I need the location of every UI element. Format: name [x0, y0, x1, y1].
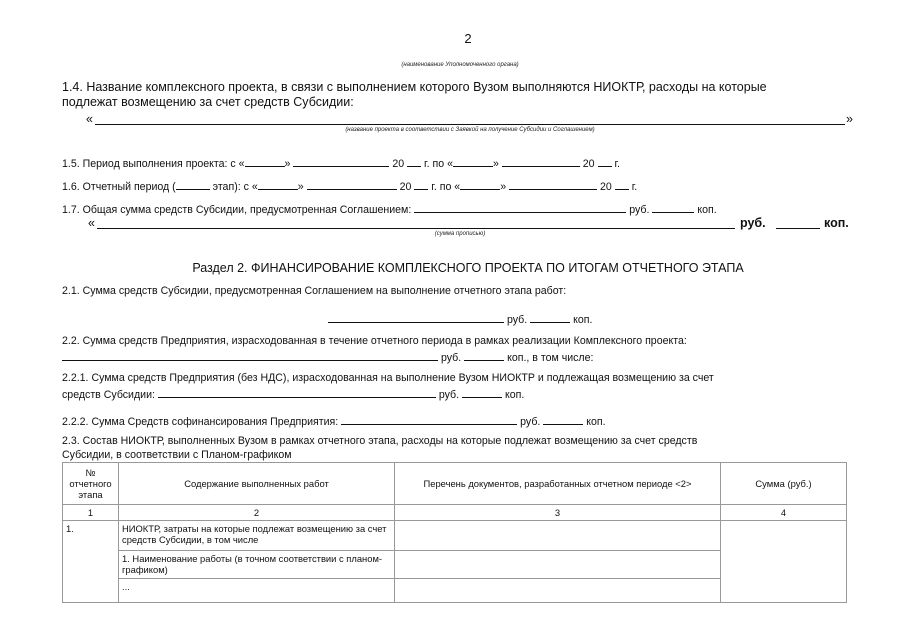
s1-5-f: 20: [582, 158, 595, 170]
s1-5-g: г.: [614, 158, 620, 170]
s1-6-h: г.: [631, 181, 638, 193]
blank: [460, 178, 500, 190]
blank: [293, 155, 389, 167]
s2-1-amount: [328, 311, 592, 327]
amount-words-caption: (сумма прописью): [434, 231, 486, 237]
amount-words-line: [97, 228, 735, 229]
s1-6-a: 1.6. Отчетный период (: [62, 181, 176, 193]
s1-4-open-quote: «: [86, 112, 93, 126]
s2-2-kop: коп., в том числе:: [507, 352, 594, 364]
s2-3-line2: Субсидии, в соответствии с Планом-графиком: [62, 449, 292, 461]
s2-2-2-text: 2.2.2. Сумма Средств софинансирования Предприятия:: [62, 416, 339, 428]
blank: [615, 178, 629, 190]
s1-7-kop: коп.: [697, 204, 717, 216]
colnum-3: 3: [395, 505, 721, 521]
page-number: 2: [464, 31, 472, 46]
colnum-2: 2: [119, 505, 395, 521]
s1-6-b: этап): с «: [212, 181, 258, 193]
s2-2-1-kop: коп.: [504, 389, 525, 401]
s2-1-text: 2.1. Сумма средств Субсидии, предусмотренная Соглашением на выполнение отчетного этапа работ:: [62, 285, 567, 297]
blank: [62, 349, 438, 361]
page-crop-mask: [0, 605, 905, 640]
section2-title: Раздел 2. ФИНАНСИРОВАНИЕ КОМПЛЕКСНОГО ПРОЕКТА ПО ИТОГАМ ОТЧЕТНОГО ЭТАПА: [192, 261, 744, 275]
header-stage-no: № отчетного этапа: [63, 463, 119, 505]
s1-6-c: »: [297, 181, 304, 193]
s1-5-line: [62, 155, 620, 171]
s1-4-line2: подлежат возмещению за счет средств Субсидии:: [62, 95, 354, 109]
s1-6-f: »: [500, 181, 507, 193]
s2-2-1-line1: 2.2.1. Сумма средств Предприятия (без НДС), израсходованная на выполнение Вузом НИОКТР и подлежащая возмещению за счет: [62, 372, 714, 384]
blank: [245, 155, 285, 167]
s1-6-line: [62, 178, 637, 194]
blank: [502, 155, 580, 167]
colnum-1: 1: [63, 505, 119, 521]
s2-2-2-rub: руб.: [520, 416, 541, 428]
s1-6-d: 20: [399, 181, 412, 193]
row1-stage-no: 1.: [63, 521, 119, 603]
blank: [652, 201, 694, 213]
s1-7-rub: руб.: [629, 204, 650, 216]
project-name-line: [95, 124, 845, 125]
s1-6-g: 20: [600, 181, 612, 193]
s1-7-rub2: руб.: [740, 216, 766, 230]
blank: [464, 349, 504, 361]
blank: [258, 178, 298, 190]
row1-works-a: НИОКТР, затраты на которые подлежат возмещению за счет средств Субсидии, в том числе: [119, 521, 395, 551]
s2-2-1-line2: [62, 386, 524, 402]
s2-2-2-line: [62, 413, 606, 429]
blank: [328, 311, 504, 323]
header-documents: Перечень документов, разработанных отчетном периоде <2>: [395, 463, 721, 505]
kop-line: [776, 228, 820, 229]
s2-2-line2: [62, 349, 593, 365]
blank: [530, 311, 570, 323]
s1-5-c: 20: [392, 158, 405, 170]
s2-2-1-rub: руб.: [438, 389, 460, 401]
s1-6-e: г. по «: [431, 181, 461, 193]
s2-3-line1: 2.3. Состав НИОКТР, выполненных Вузом в рамках отчетного этапа, расходы на которые подлежат возмещению за счет средств: [62, 435, 698, 447]
blank: [598, 155, 612, 167]
s1-7-kop2: коп.: [824, 216, 849, 230]
blank: [176, 178, 210, 190]
s1-7-open-quote: «: [88, 216, 95, 230]
blank: [341, 413, 517, 425]
colnum-4: 4: [721, 505, 847, 521]
blank: [158, 386, 436, 398]
header-sum: Сумма (руб.): [721, 463, 847, 505]
s1-7-line: [62, 201, 717, 217]
table-row: [63, 521, 847, 551]
s1-4-close-quote: »: [846, 112, 853, 126]
blank: [414, 178, 428, 190]
s1-7-a: 1.7. Общая сумма средств Субсидии, предусмотренная Соглашением:: [62, 204, 412, 216]
row1-docs-c: [395, 579, 721, 603]
row1-docs-b: [395, 551, 721, 579]
blank: [407, 155, 421, 167]
s2-1-kop: коп.: [573, 314, 593, 326]
table-colnum-row: [63, 505, 847, 521]
s1-5-a: 1.5. Период выполнения проекта: с «: [62, 158, 245, 170]
row1-works-c: ...: [119, 579, 395, 603]
header-works: Содержание выполненных работ: [119, 463, 395, 505]
blank: [509, 178, 597, 190]
s2-2-2-kop: коп.: [586, 416, 606, 428]
s1-5-b: »: [284, 158, 291, 170]
works-table: [62, 462, 847, 603]
s2-2-1-label: средств Субсидии:: [62, 389, 155, 401]
project-name-caption: (название проекта в соответствии с Заявкой на получение Субсидии и Соглашением): [345, 127, 595, 133]
row1-works-b: 1. Наименование работы (в точном соответствии с планом-графиком): [119, 551, 395, 579]
blank: [462, 386, 502, 398]
s1-5-e: »: [492, 158, 499, 170]
row1-docs-a: [395, 521, 721, 551]
blank: [543, 413, 583, 425]
blank: [453, 155, 493, 167]
s1-4-line1: 1.4. Название комплексного проекта, в связи с выполнением которого Вузом выполняются НИОКТР, расходы на которые: [62, 80, 767, 94]
s1-5-d: г. по «: [424, 158, 453, 170]
s2-1-rub: руб.: [506, 314, 528, 326]
row1-sum: [721, 521, 847, 603]
blank: [414, 201, 626, 213]
authority-caption: (наименование Уполномоченного органа): [401, 62, 519, 68]
table-header-row: [63, 463, 847, 505]
s2-2-rub: руб.: [440, 352, 462, 364]
blank: [307, 178, 397, 190]
s2-2-line1: 2.2. Сумма средств Предприятия, израсходованная в течение отчетного периода в рамках реализации Комплексного проекта:: [62, 335, 687, 347]
